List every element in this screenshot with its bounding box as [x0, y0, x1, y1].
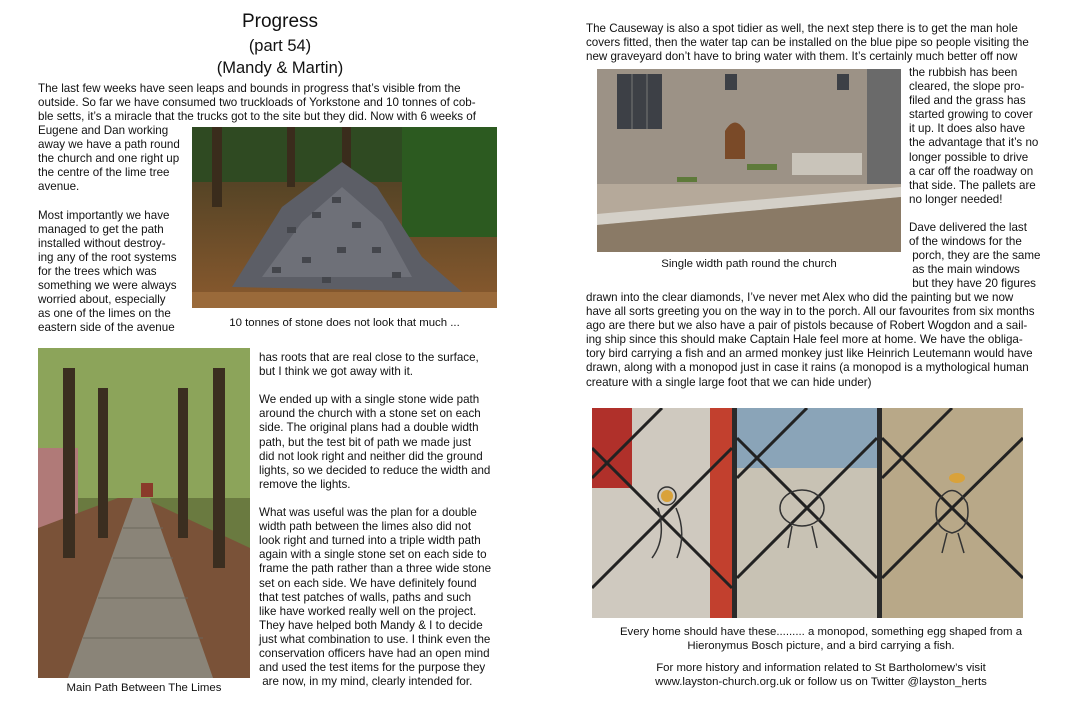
- footer-line: For more history and information related to St Bartholomew’s visit: [656, 662, 986, 674]
- footer-info: [586, 661, 1056, 689]
- stained-glass-caption: [586, 625, 1056, 653]
- article-authors: (Mandy & Martin): [216, 59, 344, 77]
- text-line: We ended up with a single stone wide path: [259, 393, 480, 407]
- text-line: away we have a path round: [38, 138, 180, 152]
- right-bottom-paragraph: [586, 291, 1056, 390]
- text-line: porch, they are the same: [909, 249, 1041, 263]
- text-line: it up. It does also have: [909, 122, 1026, 136]
- right-intro-paragraph: [586, 22, 1056, 64]
- stone-pile-photo: [192, 127, 497, 308]
- text-line: They have helped both Mandy & I to decide: [259, 618, 483, 632]
- text-line: look right and turned into a triple width path: [259, 534, 481, 548]
- text-line: What was useful was the plan for a double: [259, 506, 477, 520]
- text-line: like have worked really well on the project.: [259, 604, 477, 618]
- text-line: the advantage that it’s no: [909, 136, 1039, 150]
- text-line: of the windows for the: [909, 235, 1022, 249]
- text-line: lights, so we decided to reduce the width and: [259, 463, 491, 477]
- text-line: the church and one right up: [38, 152, 180, 166]
- text-line: the centre of the lime tree: [38, 166, 170, 180]
- text-line: around the church with a stone set on each: [259, 407, 481, 421]
- text-line: new graveyard don’t have to bring water with them. It’s certainly much better off now: [586, 50, 1018, 64]
- text-line: that test patches of walls, paths and such: [259, 590, 472, 604]
- lime-avenue-caption: Main Path Between The Limes: [66, 682, 222, 694]
- text-line: creature with a single large foot that we can hide under): [586, 375, 872, 389]
- text-line: conservation officers have had an open mind: [259, 646, 490, 660]
- text-line: as one of the limes on the: [38, 307, 171, 321]
- text-line: remove the lights.: [259, 477, 351, 491]
- text-line: and used the test items for the purpose they: [259, 661, 486, 675]
- text-line: have all sorts greeting you on the way in to the porch. All our favourites from six months: [586, 305, 1035, 319]
- text-line: something we were always: [38, 279, 177, 293]
- text-line: cleared, the slope pro-: [909, 80, 1025, 94]
- text-line: has roots that are real close to the surface,: [259, 351, 479, 364]
- text-line: started growing to cover: [909, 108, 1033, 122]
- text-line: side. The original plans had a double width: [259, 421, 479, 435]
- text-line: The last few weeks have seen leaps and bounds in progress that’s visible from the: [38, 82, 461, 95]
- text-line: filed and the grass has: [909, 94, 1026, 108]
- text-line: outside. So far we have consumed two truckloads of Yorkstone and 10 tonnes of cob-: [38, 96, 476, 110]
- text-line: longer possible to drive: [909, 150, 1029, 164]
- text-line: ing ship since this should make Captain Hale feel more at home. We have the obliga-: [586, 333, 1023, 347]
- text-line: again with a single stone set on each side to: [259, 548, 487, 562]
- left-second-column: [259, 351, 504, 689]
- text-line: Most importantly we have: [38, 208, 170, 222]
- text-line: frame the path rather than a three wide stone: [259, 562, 492, 576]
- church-path-photo: [597, 69, 901, 252]
- text-line: did not look right and neither did the ground: [259, 449, 483, 463]
- text-line: tory bird carrying a fish and an armed monkey just like Heinrich Leutemann would have: [586, 347, 1033, 361]
- text-line: but I think we got away with it.: [259, 365, 414, 379]
- text-line: as the main windows: [909, 263, 1020, 277]
- text-line: managed to get the path: [38, 222, 164, 236]
- text-line: ing any of the root systems: [38, 250, 177, 264]
- caption-line: Every home should have these......... a monopod, something egg shaped from a: [619, 626, 1023, 638]
- church-path-caption: Single width path round the church: [661, 258, 837, 270]
- text-line: avenue.: [38, 180, 80, 194]
- text-line: [909, 207, 1059, 221]
- text-line: [259, 379, 504, 393]
- text-line: path, but the test bit of path we made just: [259, 435, 472, 449]
- text-line: a car off the roadway on: [909, 164, 1034, 178]
- text-line: Dave delivered the last: [909, 221, 1027, 235]
- text-line: for the trees which was: [38, 264, 157, 278]
- text-line: drawn into the clear diamonds, I’ve never met Alex who did the painting but we now: [586, 291, 1014, 304]
- intro-paragraph: [38, 82, 498, 124]
- text-line: but they have 20 figures: [909, 277, 1036, 291]
- text-line: drawn, along with a monopod just in case it rains (a monopod is a mythological human: [586, 361, 1029, 375]
- stone-pile-caption: 10 tonnes of stone does not look that much ...: [229, 317, 460, 329]
- text-line: installed without destroy-: [38, 236, 166, 250]
- text-line: Eugene and Dan working: [38, 124, 169, 137]
- footer-link[interactable]: www.layston-church.org.uk or follow us on Twitter @layston_herts: [655, 676, 987, 688]
- text-line: that side. The pallets are: [909, 178, 1036, 192]
- text-line: ago are there but we also have a pair of pistols because of Robert Wogdon and a sail-: [586, 319, 1028, 333]
- lime-avenue-photo: [38, 348, 250, 678]
- text-line: width path between the limes also did not: [259, 520, 472, 534]
- text-line: the rubbish has been: [909, 66, 1018, 79]
- text-line: ble setts, it’s a miracle that the trucks got to the site but they did. Now with 6 weeks of: [38, 110, 476, 124]
- text-line: [38, 194, 188, 208]
- caption-line: Hieronymus Bosch picture, and a bird carrying a fish.: [687, 640, 955, 652]
- article-title: Progress: [241, 11, 319, 32]
- text-line: no longer needed!: [909, 192, 1003, 206]
- stained-glass-photo: [592, 408, 1023, 618]
- text-line: are now, in my mind, clearly intended for.: [259, 675, 473, 689]
- text-line: worried about, especially: [38, 293, 166, 307]
- text-line: set on each side. We have definitely found: [259, 576, 477, 590]
- left-narrow-column: [38, 124, 188, 335]
- right-narrow-column: [909, 66, 1059, 292]
- text-line: eastern side of the avenue: [38, 321, 175, 335]
- text-line: The Causeway is also a spot tidier as well, the next step there is to get the man hole: [586, 22, 1018, 35]
- text-line: covers fitted, then the water tap can be installed on the blue pipe so people visiting the: [586, 36, 1029, 50]
- text-line: just what combination to use. I think even the: [259, 632, 491, 646]
- text-line: [259, 492, 504, 506]
- article-part: (part 54): [248, 37, 312, 55]
